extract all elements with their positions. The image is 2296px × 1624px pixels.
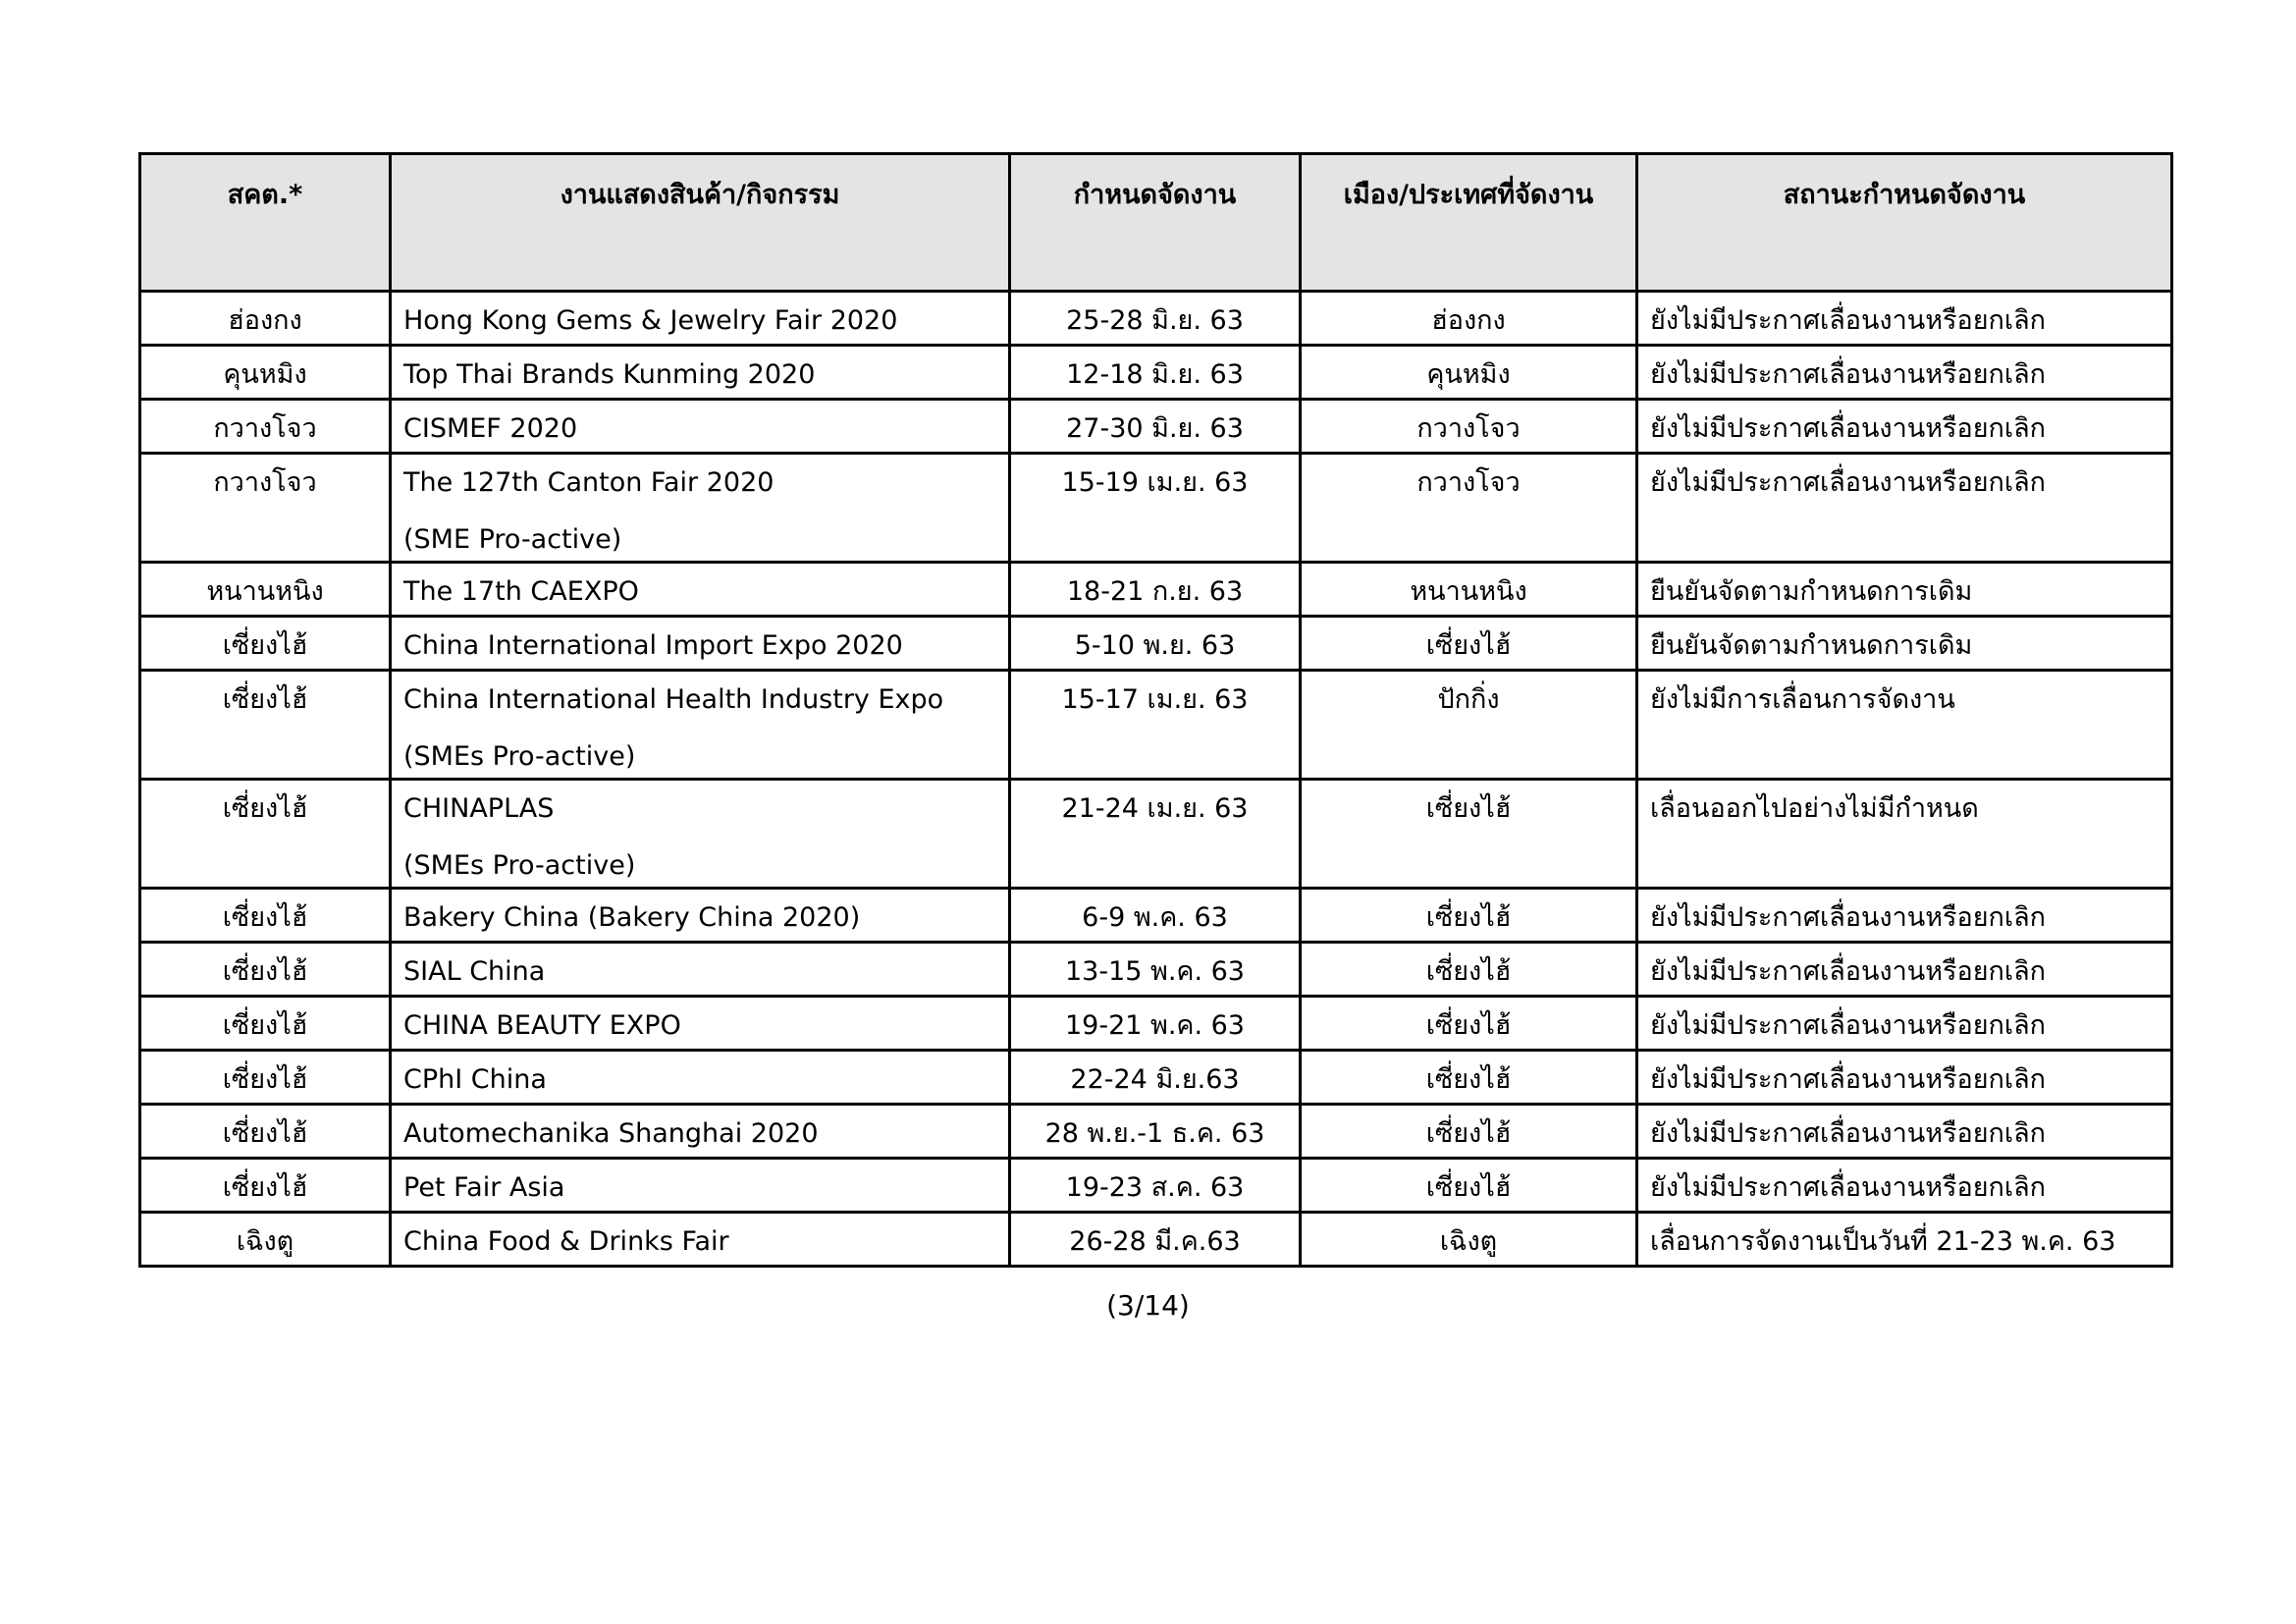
cell-date: 28 พ.ย.-1 ธ.ค. 63: [1010, 1105, 1301, 1159]
cell-date: 6-9 พ.ค. 63: [1010, 889, 1301, 943]
cell-status: ยังไม่มีประกาศเลื่อนงานหรือยกเลิก: [1637, 889, 2172, 943]
table-row: [140, 997, 2172, 1051]
cell-city: เซี่ยงไฮ้: [1301, 943, 1637, 997]
cell-status: ยังไม่มีประกาศเลื่อนงานหรือยกเลิก: [1637, 1051, 2172, 1105]
header-office: สคต.*: [140, 154, 391, 292]
cell-event: [391, 563, 1010, 617]
cell-city: กวางโจว: [1301, 454, 1637, 563]
page-number: (3/14): [1106, 1289, 1190, 1322]
cell-office: ฮ่องกง: [140, 292, 391, 346]
event-name-line: (SMEs Pro-active): [403, 741, 636, 772]
table-row: [140, 617, 2172, 671]
cell-date: 19-23 ส.ค. 63: [1010, 1159, 1301, 1213]
event-name-line: Bakery China (Bakery China 2020): [403, 902, 861, 933]
cell-date: 12-18 มิ.ย. 63: [1010, 346, 1301, 400]
cell-office: กวางโจว: [140, 400, 391, 454]
cell-status: ยังไม่มีประกาศเลื่อนงานหรือยกเลิก: [1637, 346, 2172, 400]
cell-city: เซี่ยงไฮ้: [1301, 889, 1637, 943]
cell-event: [391, 997, 1010, 1051]
cell-city: เซี่ยงไฮ้: [1301, 780, 1637, 889]
cell-event: [391, 943, 1010, 997]
cell-event: [391, 1159, 1010, 1213]
table-row: [140, 1159, 2172, 1213]
cell-office: เซี่ยงไฮ้: [140, 1051, 391, 1105]
event-name-line: CISMEF 2020: [403, 413, 578, 444]
cell-status: ยังไม่มีประกาศเลื่อนงานหรือยกเลิก: [1637, 943, 2172, 997]
cell-date: 26-28 มี.ค.63: [1010, 1213, 1301, 1267]
cell-status: ยืนยันจัดตามกำหนดการเดิม: [1637, 617, 2172, 671]
event-name-line: Top Thai Brands Kunming 2020: [403, 359, 816, 390]
event-name-line: Automechanika Shanghai 2020: [403, 1118, 819, 1149]
cell-event: [391, 889, 1010, 943]
event-name-line: SIAL China: [403, 956, 546, 987]
cell-date: 5-10 พ.ย. 63: [1010, 617, 1301, 671]
cell-date: 21-24 เม.ย. 63: [1010, 780, 1301, 889]
event-name-line: (SMEs Pro-active): [403, 850, 636, 881]
cell-city: ฮ่องกง: [1301, 292, 1637, 346]
cell-office: เซี่ยงไฮ้: [140, 889, 391, 943]
cell-date: 18-21 ก.ย. 63: [1010, 563, 1301, 617]
event-name-line: (SME Pro-active): [403, 524, 622, 555]
cell-city: เซี่ยงไฮ้: [1301, 617, 1637, 671]
table-row: [140, 346, 2172, 400]
table-header-row: [140, 154, 2172, 292]
cell-office: เฉิงตู: [140, 1213, 391, 1267]
event-name-line: CHINAPLAS: [403, 793, 555, 824]
header-status: สถานะกำหนดจัดงาน: [1637, 154, 2172, 292]
cell-city: เซี่ยงไฮ้: [1301, 1051, 1637, 1105]
cell-event: [391, 671, 1010, 780]
table-row: [140, 1105, 2172, 1159]
cell-event: [391, 1051, 1010, 1105]
cell-office: เซี่ยงไฮ้: [140, 997, 391, 1051]
table-row: [140, 454, 2172, 563]
cell-status: ยังไม่มีประกาศเลื่อนงานหรือยกเลิก: [1637, 997, 2172, 1051]
event-name-line: China Food & Drinks Fair: [403, 1226, 729, 1257]
cell-office: เซี่ยงไฮ้: [140, 1105, 391, 1159]
cell-status: ยังไม่มีการเลื่อนการจัดงาน: [1637, 671, 2172, 780]
cell-event: [391, 400, 1010, 454]
cell-city: คุนหมิง: [1301, 346, 1637, 400]
header-city: เมือง/ประเทศที่จัดงาน: [1301, 154, 1637, 292]
cell-date: 13-15 พ.ค. 63: [1010, 943, 1301, 997]
cell-status: ยังไม่มีประกาศเลื่อนงานหรือยกเลิก: [1637, 400, 2172, 454]
cell-date: 27-30 มิ.ย. 63: [1010, 400, 1301, 454]
cell-city: เฉิงตู: [1301, 1213, 1637, 1267]
table-row: [140, 780, 2172, 889]
cell-city: เซี่ยงไฮ้: [1301, 1105, 1637, 1159]
cell-event: [391, 292, 1010, 346]
event-name-line: Pet Fair Asia: [403, 1172, 565, 1203]
cell-office: เซี่ยงไฮ้: [140, 943, 391, 997]
cell-status: ยังไม่มีประกาศเลื่อนงานหรือยกเลิก: [1637, 454, 2172, 563]
table-row: [140, 400, 2172, 454]
event-name-line: CPhI China: [403, 1064, 547, 1095]
cell-office: เซี่ยงไฮ้: [140, 780, 391, 889]
cell-event: [391, 780, 1010, 889]
trade-fair-table: [138, 152, 2173, 1268]
cell-date: 15-19 เม.ย. 63: [1010, 454, 1301, 563]
cell-date: 19-21 พ.ค. 63: [1010, 997, 1301, 1051]
cell-status: ยืนยันจัดตามกำหนดการเดิม: [1637, 563, 2172, 617]
cell-status: เลื่อนการจัดงานเป็นวันที่ 21-23 พ.ค. 63: [1637, 1213, 2172, 1267]
cell-city: เซี่ยงไฮ้: [1301, 1159, 1637, 1213]
cell-city: เซี่ยงไฮ้: [1301, 997, 1637, 1051]
event-name-line: The 17th CAEXPO: [403, 576, 639, 607]
event-name-line: China International Health Industry Expo: [403, 684, 944, 715]
cell-event: [391, 346, 1010, 400]
event-name-line: CHINA BEAUTY EXPO: [403, 1010, 681, 1041]
cell-city: กวางโจว: [1301, 400, 1637, 454]
cell-office: หนานหนิง: [140, 563, 391, 617]
cell-event: [391, 1213, 1010, 1267]
table-row: [140, 563, 2172, 617]
table-body: [140, 292, 2172, 1267]
cell-event: [391, 1105, 1010, 1159]
cell-city: ปักกิ่ง: [1301, 671, 1637, 780]
table-row: [140, 1213, 2172, 1267]
cell-office: เซี่ยงไฮ้: [140, 617, 391, 671]
cell-office: เซี่ยงไฮ้: [140, 671, 391, 780]
header-event: งานแสดงสินค้า/กิจกรรม: [391, 154, 1010, 292]
table-row: [140, 1051, 2172, 1105]
cell-status: เลื่อนออกไปอย่างไม่มีกำหนด: [1637, 780, 2172, 889]
cell-status: ยังไม่มีประกาศเลื่อนงานหรือยกเลิก: [1637, 1105, 2172, 1159]
cell-status: ยังไม่มีประกาศเลื่อนงานหรือยกเลิก: [1637, 292, 2172, 346]
table-row: [140, 292, 2172, 346]
cell-event: [391, 617, 1010, 671]
event-name-line: China International Import Expo 2020: [403, 630, 903, 661]
table-row: [140, 889, 2172, 943]
cell-date: 25-28 มิ.ย. 63: [1010, 292, 1301, 346]
event-name-line: The 127th Canton Fair 2020: [403, 467, 774, 498]
cell-city: หนานหนิง: [1301, 563, 1637, 617]
cell-office: กวางโจว: [140, 454, 391, 563]
table-row: [140, 671, 2172, 780]
cell-office: เซี่ยงไฮ้: [140, 1159, 391, 1213]
cell-status: ยังไม่มีประกาศเลื่อนงานหรือยกเลิก: [1637, 1159, 2172, 1213]
table-row: [140, 943, 2172, 997]
cell-date: 22-24 มิ.ย.63: [1010, 1051, 1301, 1105]
header-date: กำหนดจัดงาน: [1010, 154, 1301, 292]
cell-date: 15-17 เม.ย. 63: [1010, 671, 1301, 780]
cell-office: คุนหมิง: [140, 346, 391, 400]
cell-event: [391, 454, 1010, 563]
event-name-line: Hong Kong Gems & Jewelry Fair 2020: [403, 305, 898, 336]
